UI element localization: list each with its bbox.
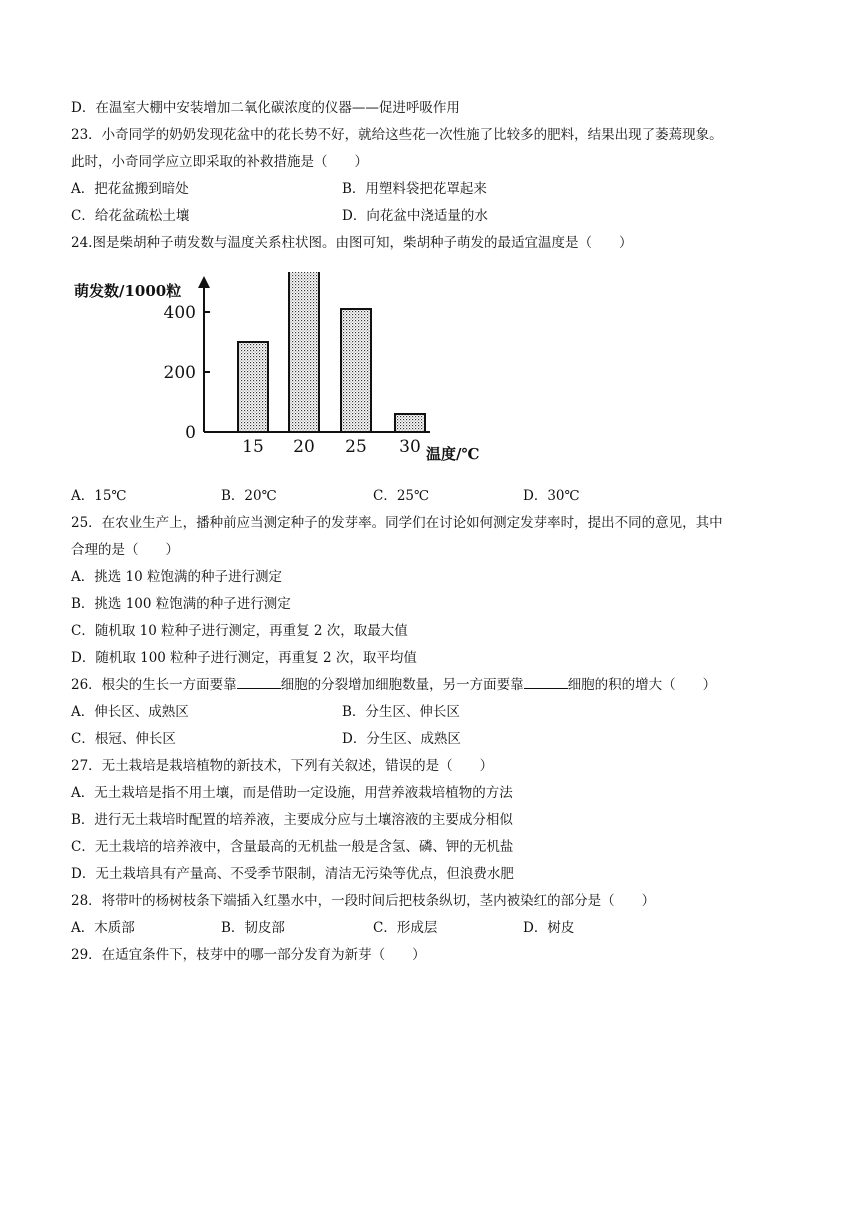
q28-stem: 28．将带叶的杨树枝条下端插入红墨水中，一段时间后把枝条纵切，茎内被染红的部分是（ ） [71,893,656,909]
q27-option-d: D．无土栽培具有产量高、不受季节限制，清洁无污染等优点，但浪费水肥 [71,866,514,882]
q25-option-a: A．挑选 10 粒饱满的种子进行测定 [71,569,283,585]
y-tick-label: 200 [163,363,196,383]
q28-option-d: D．树皮 [523,920,575,936]
q26-option-c: C．根冠、伸长区 [71,731,176,747]
q27-option-a: A．无土栽培是指不用土壤，而是借助一定设施，用营养液栽培植物的方法 [71,785,513,801]
q25-stem-line1: 25．在农业生产上，播种前应当测定种子的发芽率。同学们在讨论如何测定发芽率时，提出不同的意见，其中 [71,515,723,531]
q28-option-b: B．韧皮部 [221,920,285,936]
bar-30 [395,414,425,432]
bar-20 [289,272,319,432]
germination-bar-chart [70,272,510,472]
x-tick-label: 25 [345,437,367,457]
q26-option-a: A．伸长区、成熟区 [71,704,189,720]
q25-option-b: B．挑选 100 粒饱满的种子进行测定 [71,596,291,612]
q23-option-b: B．用塑料袋把花罩起来 [342,181,487,197]
q23-option-c: C．给花盆疏松土壤 [71,208,190,224]
q28-option-a: A．木质部 [71,920,135,936]
q27-stem: 27．无土栽培是栽培植物的新技术，下列有关叙述，错误的是（ ） [71,758,494,774]
x-tick-label: 20 [293,437,315,457]
y-tick-label: 0 [185,423,196,443]
bar-25 [341,309,371,432]
q23-stem-line1: 23．小奇同学的奶奶发现花盆中的花长势不好，就给这些花一次性施了比较多的肥料，结果出现了萎蔫现象。 [71,127,723,143]
q26-stem-part1: 26．根尖的生长一方面要靠 [71,677,237,693]
y-axis-label: 萌发数/1000粒 [74,282,182,300]
bar-15 [238,342,268,432]
q26-option-d: D．分生区、成熟区 [342,731,461,747]
q24-option-c: C．25℃ [373,488,430,504]
q28-option-c: C．形成层 [373,920,438,936]
y-tick-label: 400 [163,303,196,323]
q26-stem [71,676,716,694]
q23-option-d: D．向花盆中浇适量的水 [342,208,488,224]
q26-option-b: B．分生区、伸长区 [342,704,460,720]
q24-option-b: B．20℃ [221,488,277,504]
q25-option-d: D．随机取 100 粒种子进行测定，再重复 2 次，取平均值 [71,650,417,666]
q24-option-d: D．30℃ [523,488,580,504]
q27-option-c: C．无土栽培的培养液中，含量最高的无机盐一般是含氢、磷、钾的无机盐 [71,839,514,855]
q24-option-a: A．15℃ [71,488,127,504]
q26-stem-part3: 细胞的积的增大（ ） [567,677,717,693]
x-tick-label: 15 [242,437,264,457]
q24-stem: 24.图是柴胡种子萌发数与温度关系柱状图。由图可知，柴胡种子萌发的最适宜温度是（ ） [71,235,633,251]
q26-stem-part2: 细胞的分裂增加细胞数量，另一方面要靠 [280,677,524,693]
q26-blank-2 [524,676,568,689]
q29-stem: 29．在适宜条件下，枝芽中的哪一部分发育为新芽（ ） [71,947,426,963]
q22-option-d: D．在温室大棚中安装增加二氧化碳浓度的仪器——促进呼吸作用 [71,100,460,116]
q23-option-a: A．把花盆搬到暗处 [71,181,189,197]
q27-option-b: B．进行无土栽培时配置的培养液，主要成分应与土壤溶液的主要成分相似 [71,812,513,828]
q23-stem-line2: 此时，小奇同学应立即采取的补救措施是（ ） [71,154,368,170]
x-tick-label: 30 [399,437,421,457]
x-axis-label: 温度/℃ [426,445,480,463]
q26-blank-1 [237,676,281,689]
q25-option-c: C．随机取 10 粒种子进行测定，再重复 2 次，取最大值 [71,623,408,639]
q25-stem-line2: 合理的是（ ） [71,542,179,558]
